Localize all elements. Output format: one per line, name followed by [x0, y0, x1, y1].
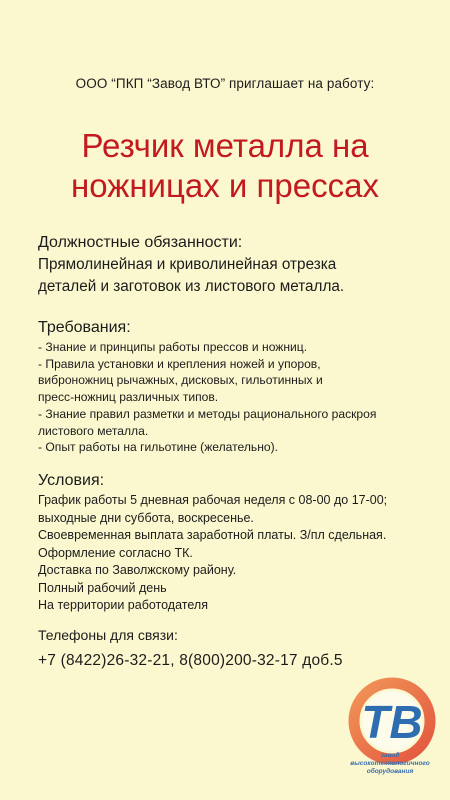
contacts-section	[38, 625, 428, 646]
conditions-line: На территории работодателя	[38, 598, 208, 612]
conditions-line: Доставка по Заволжскому району.	[38, 563, 237, 577]
logo-caption	[334, 752, 446, 776]
conditions-line: Полный рабочий день	[38, 580, 167, 595]
conditions-section	[38, 471, 428, 615]
job-title-line-2: ножницах и прессах	[71, 167, 379, 204]
conditions-heading: Условия:	[38, 472, 105, 489]
duties-section	[38, 233, 428, 298]
duties-text	[38, 254, 428, 298]
job-title	[0, 126, 450, 206]
conditions-list	[38, 492, 428, 615]
requirements-heading: Требования:	[38, 319, 131, 336]
job-title-line-1: Резчик металла на	[81, 127, 369, 164]
duties-line: деталей и заготовок из листового металла.	[38, 278, 345, 295]
conditions-line: График работы 5 дневная рабочая неделя с 08-00 до 17-00;	[38, 493, 388, 507]
duties-line: Прямолинейная и криволинейная отрезка	[38, 256, 337, 273]
logo-caption-line: оборудования	[366, 768, 414, 775]
requirements-line: - Правила установки и крепления ножей и упоров,	[38, 356, 321, 371]
requirements-section	[38, 318, 428, 456]
phone-numbers: +7 (8422)26-32-21, 8(800)200-32-17 доб.5	[38, 652, 343, 669]
requirements-line: - Опыт работы на гильотине (желательно).	[38, 440, 279, 455]
contacts-heading: Телефоны для связи:	[38, 627, 178, 643]
intro-text: ООО “ПКП “Завод ВТО” приглашает на работу:	[75, 76, 375, 91]
requirements-line: - Знание правил разметки и методы рационального раскроя	[38, 406, 377, 421]
conditions-line: Своевременная выплата заработной платы. З/пл сдельная.	[38, 528, 387, 542]
logo-caption-line: высокотехнологичного	[350, 760, 430, 767]
duties-heading: Должностные обязанности:	[38, 234, 243, 251]
logo-caption-line: завод	[380, 752, 400, 759]
logo-letters: ТВ	[361, 696, 423, 748]
requirements-line: листового металла.	[38, 423, 149, 438]
requirements-line: виброножниц рычажных, дисковых, гильотинных и	[38, 373, 323, 388]
conditions-line: выходные дни суббота, воскресенье.	[38, 510, 254, 525]
requirements-list	[38, 339, 428, 456]
requirements-line: пресс-ножниц различных типов.	[38, 390, 219, 405]
requirements-line: - Знание и принципы работы прессов и ножниц.	[38, 340, 308, 354]
conditions-line: Оформление согласно ТК.	[38, 545, 193, 560]
